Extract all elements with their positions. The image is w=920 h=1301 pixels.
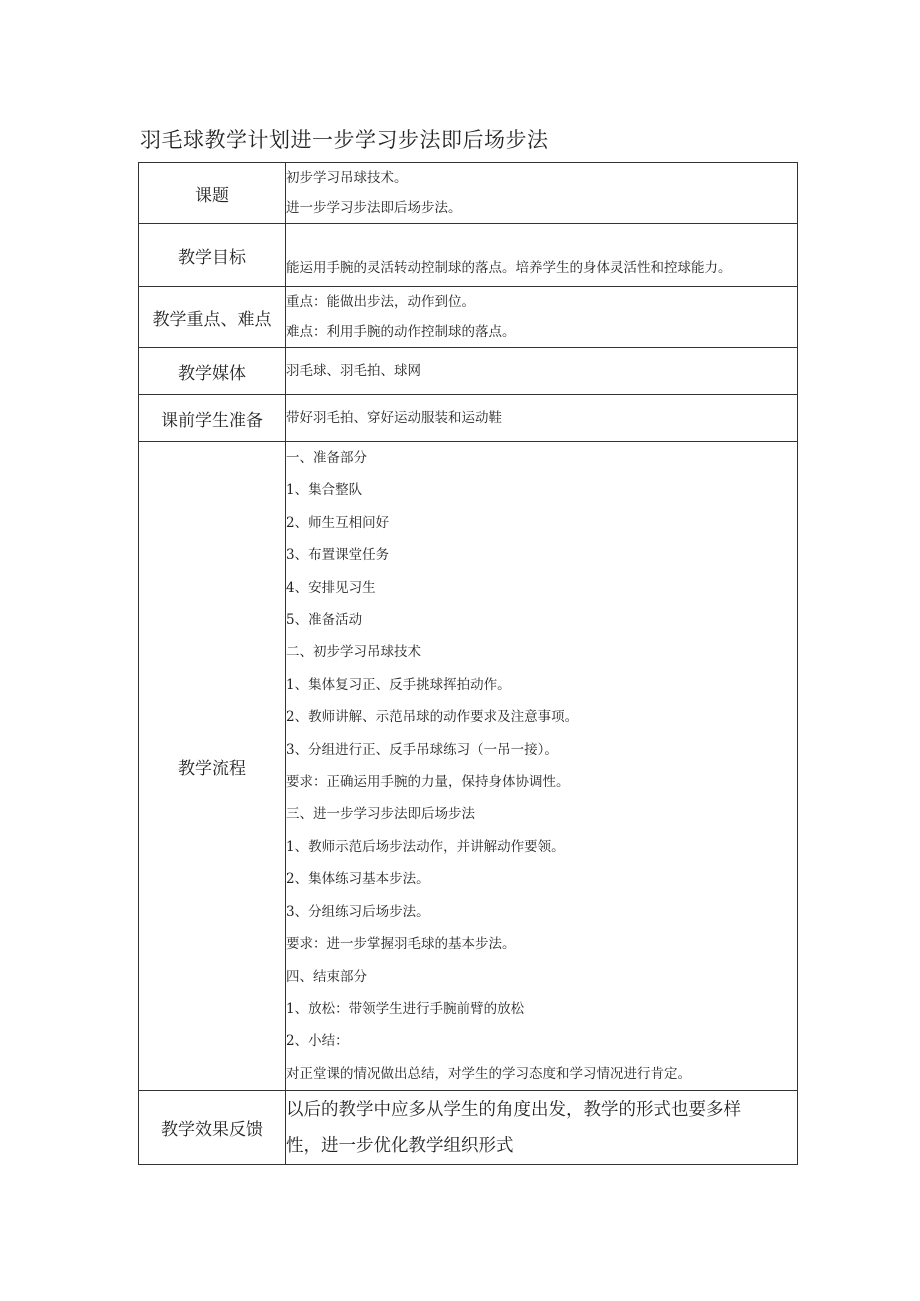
process-line: 1、集合整队 [286,482,363,499]
process-line: 5、准备活动 [286,612,363,629]
feedback-line: 以后的教学中应多从学生的角度出发，教学的形式也要多样 [286,1099,741,1120]
process-line: 1、教师示范后场步法动作，并讲解动作要领。 [286,838,565,855]
label-feedback: 教学效果反馈 [139,1091,286,1165]
topic-line: 进一步学习步法即后场步法。 [286,200,462,216]
document-title: 羽毛球教学计划进一步学习步法即后场步法 [140,128,549,152]
row-process [139,442,798,1091]
process-line: 三、进一步学习步法即后场步法 [286,806,475,823]
process-line: 二、初步学习吊球技术 [286,644,421,661]
process-line: 3、分组进行正、反手吊球练习（一吊一接）。 [286,741,558,758]
label-media: 教学媒体 [139,348,286,395]
process-line: 2、师生互相问好 [286,514,390,531]
content-process [286,442,798,1091]
label-process: 教学流程 [139,442,286,1091]
content-goal [286,224,798,287]
row-key-points [139,287,798,348]
process-line: 1、集体复习正、反手挑球挥拍动作。 [286,676,511,693]
process-line: 2、教师讲解、示范吊球的动作要求及注意事项。 [286,709,579,726]
process-line: 一、准备部分 [286,450,367,466]
label-preparation: 课前学生准备 [139,395,286,442]
row-preparation [139,395,798,442]
process-line: 3、布置课堂任务 [286,547,390,564]
lesson-plan-table [138,162,798,1165]
process-line: 2、集体练习基本步法。 [286,871,430,888]
content-preparation [286,395,798,442]
goal-line: 能运用手腕的灵活转动控制球的落点。培养学生的身体灵活性和控球能力。 [286,260,732,276]
label-goal: 教学目标 [139,224,286,287]
label-key-points: 教学重点、难点 [139,287,286,348]
process-line: 2、小结： [286,1033,349,1050]
process-line: 3、分组练习后场步法。 [286,903,430,920]
row-feedback [139,1091,798,1165]
feedback-line: 性，进一步优化教学组织形式 [286,1135,514,1156]
process-line: 要求：进一步掌握羽毛球的基本步法。 [286,936,516,953]
content-key-points [286,287,798,348]
key-point-line: 重点：能做出步法，动作到位。 [286,294,475,310]
media-line: 羽毛球、羽毛拍、球网 [286,363,421,379]
label-topic: 课题 [139,163,286,224]
content-media [286,348,798,395]
process-line: 要求：正确运用手腕的力量，保持身体协调性。 [286,774,570,791]
row-media [139,348,798,395]
topic-line: 初步学习吊球技术。 [286,170,408,186]
content-topic [286,163,798,224]
row-goal [139,224,798,287]
difficulty-line: 难点：利用手腕的动作控制球的落点。 [286,324,516,340]
row-topic [139,163,798,224]
process-line: 4、安排见习生 [286,579,376,596]
process-line: 1、放松：带领学生进行手腕前臂的放松 [286,1000,525,1017]
process-line: 四、结束部分 [286,968,367,985]
preparation-line: 带好羽毛拍、穿好运动服装和运动鞋 [286,410,502,426]
process-line: 对正堂课的情况做出总结，对学生的学习态度和学习情况进行肯定。 [286,1065,691,1082]
content-feedback [286,1091,798,1165]
